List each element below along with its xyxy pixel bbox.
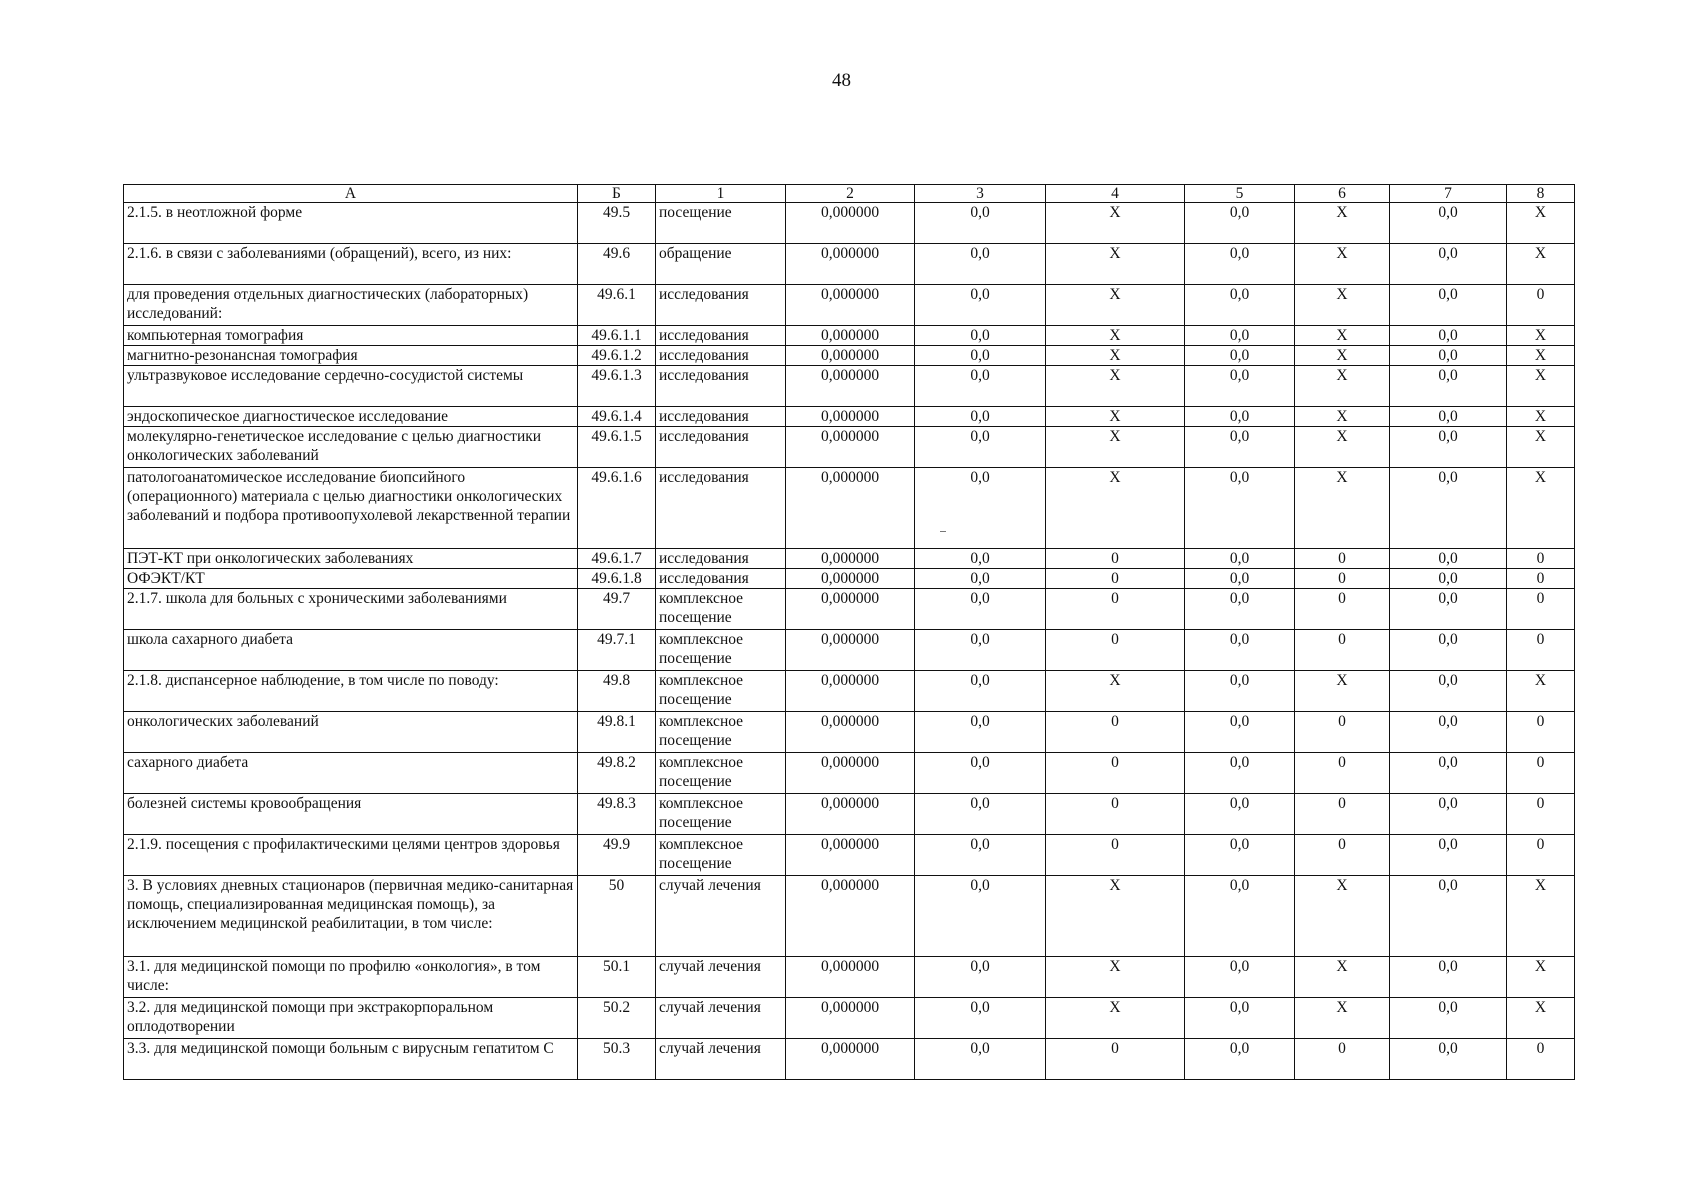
table-cell: 0 [1507, 549, 1575, 569]
table-cell: 0,0 [1390, 589, 1507, 630]
table-row [124, 326, 1575, 346]
table-cell: 0,000000 [786, 1039, 915, 1080]
table-cell: 0 [1046, 794, 1185, 835]
table-cell: 0 [1295, 630, 1390, 671]
table-cell: 0,0 [1185, 957, 1295, 998]
table-cell: 0,0 [915, 589, 1046, 630]
table-cell: 0,0 [1185, 427, 1295, 468]
table-cell: 0,0 [1185, 203, 1295, 244]
table-cell: 0 [1295, 835, 1390, 876]
table-cell: X [1295, 957, 1390, 998]
table-row [124, 366, 1575, 407]
table-cell: комплексное посещение [656, 794, 786, 835]
table-cell: X [1046, 876, 1185, 957]
table-cell: 0,0 [1185, 244, 1295, 285]
table-cell: 0 [1507, 712, 1575, 753]
header-cell: 5 [1185, 185, 1295, 203]
table-cell: 0 [1507, 589, 1575, 630]
table-cell: 0,0 [1185, 569, 1295, 589]
table-cell: 0,0 [1390, 630, 1507, 671]
table-row [124, 998, 1575, 1039]
table-cell: 50 [578, 876, 656, 957]
table-cell: 0,0 [1390, 203, 1507, 244]
table-cell: 0,0 [1185, 407, 1295, 427]
table-cell: комплексное посещение [656, 630, 786, 671]
table-cell: 0,0 [1185, 468, 1295, 549]
table-cell: посещение [656, 203, 786, 244]
header-cell: А [124, 185, 578, 203]
table-row [124, 835, 1575, 876]
table-cell: 49.8.1 [578, 712, 656, 753]
table-cell: 49.5 [578, 203, 656, 244]
row-label-cell: 3.1. для медицинской помощи по профилю «онкология», в том числе: [124, 957, 578, 998]
table-row [124, 957, 1575, 998]
table-cell: 0,000000 [786, 326, 915, 346]
header-cell: 6 [1295, 185, 1390, 203]
table-cell: 50.2 [578, 998, 656, 1039]
table-cell: 0,0 [915, 835, 1046, 876]
table-cell: X [1507, 468, 1575, 549]
table-cell: исследования [656, 468, 786, 549]
table-cell: 0,0 [1390, 712, 1507, 753]
row-label-cell: магнитно-резонансная томография [124, 346, 578, 366]
table-cell: 0,0 [915, 326, 1046, 346]
page-number: 48 [832, 70, 851, 91]
table-cell: исследования [656, 285, 786, 326]
header-cell: 3 [915, 185, 1046, 203]
table-cell: X [1046, 427, 1185, 468]
table-cell: 0 [1046, 753, 1185, 794]
row-label-cell: ПЭТ-КТ при онкологических заболеваниях [124, 549, 578, 569]
table-cell: случай лечения [656, 957, 786, 998]
table-cell: 0,0 [915, 285, 1046, 326]
table-cell: 0,0 [915, 366, 1046, 407]
table-cell: 0 [1507, 1039, 1575, 1080]
table-cell: комплексное посещение [656, 835, 786, 876]
table-cell: X [1295, 876, 1390, 957]
table-cell: X [1295, 427, 1390, 468]
table-cell: X [1507, 957, 1575, 998]
table-cell: 0,0 [1390, 326, 1507, 346]
table-row [124, 549, 1575, 569]
table-cell: 0,0 [915, 1039, 1046, 1080]
table-row [124, 468, 1575, 549]
table-cell: 49.6.1.4 [578, 407, 656, 427]
table-cell: 0,0 [1390, 366, 1507, 407]
table-cell: 0,0 [1185, 794, 1295, 835]
table-cell: 0,0 [1390, 998, 1507, 1039]
table-cell: X [1507, 671, 1575, 712]
row-label-cell: для проведения отдельных диагностических (лабораторных) исследований: [124, 285, 578, 326]
row-label-cell: 2.1.6. в связи с заболеваниями (обращений), всего, из них: [124, 244, 578, 285]
table-row [124, 427, 1575, 468]
table-cell: 0 [1046, 569, 1185, 589]
table-cell: 0 [1507, 835, 1575, 876]
header-cell: 1 [656, 185, 786, 203]
table-cell: X [1295, 468, 1390, 549]
table-cell: 0,000000 [786, 285, 915, 326]
table-row [124, 285, 1575, 326]
table-cell: 0,0 [1185, 549, 1295, 569]
table-cell: 0,000000 [786, 407, 915, 427]
table-cell: 0,0 [915, 346, 1046, 366]
row-label-cell: ОФЭКТ/КТ [124, 569, 578, 589]
table-row [124, 407, 1575, 427]
table-cell: 0,0 [915, 957, 1046, 998]
table-cell: 0 [1295, 569, 1390, 589]
table-cell: 0,0 [1390, 244, 1507, 285]
table-cell: X [1295, 346, 1390, 366]
table-cell: 0 [1507, 753, 1575, 794]
table-cell: 0,000000 [786, 549, 915, 569]
table-cell: 49.8 [578, 671, 656, 712]
table-cell: 0,0 [1390, 876, 1507, 957]
table-row [124, 203, 1575, 244]
table-cell: 0,000000 [786, 794, 915, 835]
table-cell: 0,0 [915, 712, 1046, 753]
table-cell: X [1507, 244, 1575, 285]
table-cell: 0,0 [1185, 346, 1295, 366]
table-cell: 0,0 [915, 794, 1046, 835]
table-cell: 0,0 [1390, 835, 1507, 876]
table-cell: 0 [1295, 794, 1390, 835]
table-cell: 0 [1046, 835, 1185, 876]
table-cell: 0 [1295, 712, 1390, 753]
table-cell: 0 [1295, 549, 1390, 569]
table-cell: 0,0 [1390, 671, 1507, 712]
table-cell: 0,0 [1185, 285, 1295, 326]
table-cell: 0,000000 [786, 957, 915, 998]
table-cell: 0,0 [915, 427, 1046, 468]
table-cell: 49.9 [578, 835, 656, 876]
table-cell: X [1046, 468, 1185, 549]
table-cell: 49.7.1 [578, 630, 656, 671]
table-cell: 0,0 [1185, 630, 1295, 671]
table-row [124, 346, 1575, 366]
table-cell: 49.6.1.1 [578, 326, 656, 346]
row-label-cell: 3. В условиях дневных стационаров (первичная медико-санитарная помощь, специализированная медицинская помощь), за исключением медицинской реабилитации, в том числе: [124, 876, 578, 957]
table-cell: X [1046, 285, 1185, 326]
table-row [124, 569, 1575, 589]
table-cell: 0,0 [1390, 407, 1507, 427]
table-cell: 0,0 [915, 630, 1046, 671]
table-cell: 49.8.3 [578, 794, 656, 835]
table-cell: 0 [1046, 589, 1185, 630]
row-label-cell: патологоанатомическое исследование биопсийного (операционного) материала с целью диагностики онкологических заболеваний и подбора противоопухолевой лекарственной терапии [124, 468, 578, 549]
row-label-cell: 2.1.9. посещения с профилактическими целями центров здоровья [124, 835, 578, 876]
table-cell: X [1295, 366, 1390, 407]
table-cell: комплексное посещение [656, 671, 786, 712]
table-row [124, 671, 1575, 712]
table-cell: 49.6.1.2 [578, 346, 656, 366]
table-cell: 50.1 [578, 957, 656, 998]
table-cell: 0,000000 [786, 346, 915, 366]
table-cell: 0,0 [1185, 876, 1295, 957]
table-cell: X [1046, 957, 1185, 998]
table-cell: исследования [656, 427, 786, 468]
table-cell: 0,000000 [786, 998, 915, 1039]
table-cell: X [1507, 366, 1575, 407]
table-cell: 50.3 [578, 1039, 656, 1080]
table-cell: исследования [656, 569, 786, 589]
table-cell: X [1507, 876, 1575, 957]
table-cell: X [1507, 427, 1575, 468]
table-cell: 0 [1295, 753, 1390, 794]
row-label-cell: онкологических заболеваний [124, 712, 578, 753]
table-cell: комплексное посещение [656, 589, 786, 630]
table-cell: 0 [1507, 630, 1575, 671]
table-cell: X [1295, 326, 1390, 346]
table-cell: 0,000000 [786, 589, 915, 630]
table-cell: 49.6.1.3 [578, 366, 656, 407]
table-cell: 49.7 [578, 589, 656, 630]
table-cell: 49.6.1 [578, 285, 656, 326]
table-cell: X [1046, 244, 1185, 285]
header-cell: Б [578, 185, 656, 203]
table-cell: исследования [656, 366, 786, 407]
row-label-cell: молекулярно-генетическое исследование с целью диагностики онкологических заболеваний [124, 427, 578, 468]
row-label-cell: эндоскопическое диагностическое исследование [124, 407, 578, 427]
row-label-cell: болезней системы кровообращения [124, 794, 578, 835]
table-cell: 0,0 [1185, 998, 1295, 1039]
table-cell: 0,0 [1185, 671, 1295, 712]
table-cell: 0,0 [915, 203, 1046, 244]
table-cell: 0,0 [1390, 794, 1507, 835]
table-cell: исследования [656, 346, 786, 366]
table-cell: 0,0 [915, 569, 1046, 589]
table-cell: X [1046, 671, 1185, 712]
table-cell: 0,0 [1185, 366, 1295, 407]
table-row [124, 589, 1575, 630]
table-row [124, 712, 1575, 753]
table-cell: 0 [1295, 1039, 1390, 1080]
table-cell: 0,0 [1390, 569, 1507, 589]
row-label-cell: 2.1.8. диспансерное наблюдение, в том числе по поводу: [124, 671, 578, 712]
table-cell: 49.6.1.6 [578, 468, 656, 549]
table-cell: 49.8.2 [578, 753, 656, 794]
data-table [123, 184, 1575, 1080]
table-row [124, 1039, 1575, 1080]
table-cell: 0,0 [1390, 468, 1507, 549]
table-cell: 0 [1046, 1039, 1185, 1080]
table-cell: 0,0 [915, 468, 1046, 549]
table-cell: исследования [656, 326, 786, 346]
row-label-cell: 3.3. для медицинской помощи больным с вирусным гепатитом С [124, 1039, 578, 1080]
row-label-cell: компьютерная томография [124, 326, 578, 346]
table-cell: X [1046, 326, 1185, 346]
table-row [124, 244, 1575, 285]
table-cell: 0 [1046, 549, 1185, 569]
table-cell: X [1295, 998, 1390, 1039]
row-label-cell: сахарного диабета [124, 753, 578, 794]
table-cell: 0,0 [1390, 346, 1507, 366]
table-cell: 0,000000 [786, 630, 915, 671]
table-cell: X [1295, 244, 1390, 285]
table-cell: X [1507, 326, 1575, 346]
table-cell: X [1507, 407, 1575, 427]
header-cell: 8 [1507, 185, 1575, 203]
table-cell: 0,0 [915, 876, 1046, 957]
table-cell: 0,0 [1390, 285, 1507, 326]
table-cell: 0,000000 [786, 569, 915, 589]
table-cell: 0,000000 [786, 835, 915, 876]
table-cell: 0,0 [1390, 427, 1507, 468]
table-cell: 0,000000 [786, 671, 915, 712]
table-cell: 0,000000 [786, 203, 915, 244]
table-cell: 0,0 [915, 549, 1046, 569]
table-cell: 0,0 [1185, 326, 1295, 346]
table-cell: случай лечения [656, 876, 786, 957]
table-cell: 0,0 [1185, 589, 1295, 630]
header-row [124, 185, 1575, 203]
table-cell: 0 [1507, 285, 1575, 326]
table-cell: 49.6.1.8 [578, 569, 656, 589]
table-cell: 0,0 [1185, 1039, 1295, 1080]
table-cell: исследования [656, 549, 786, 569]
header-cell: 7 [1390, 185, 1507, 203]
table-cell: 0,0 [1390, 549, 1507, 569]
table-cell: 0 [1295, 589, 1390, 630]
table-cell: 49.6 [578, 244, 656, 285]
table-cell: 0,0 [1390, 957, 1507, 998]
table-cell: X [1046, 998, 1185, 1039]
table-row [124, 876, 1575, 957]
row-label-cell: 2.1.7. школа для больных с хроническими заболеваниями [124, 589, 578, 630]
table-cell: X [1046, 366, 1185, 407]
table-cell: 0,000000 [786, 366, 915, 407]
table-cell: 0,000000 [786, 876, 915, 957]
table-cell: 49.6.1.5 [578, 427, 656, 468]
table-cell: 0,0 [915, 244, 1046, 285]
table-cell: 49.6.1.7 [578, 549, 656, 569]
row-label-cell: ультразвуковое исследование сердечно-сосудистой системы [124, 366, 578, 407]
header-cell: 2 [786, 185, 915, 203]
table-cell: 0,000000 [786, 244, 915, 285]
table-cell: 0,0 [915, 671, 1046, 712]
table-cell: X [1295, 671, 1390, 712]
table-cell: 0,0 [1185, 835, 1295, 876]
table-cell: 0,000000 [786, 427, 915, 468]
table-cell: X [1046, 346, 1185, 366]
table-cell: 0 [1507, 794, 1575, 835]
table-cell: X [1295, 203, 1390, 244]
table-cell: 0,0 [915, 998, 1046, 1039]
table-cell: 0 [1046, 630, 1185, 671]
table-cell: X [1295, 285, 1390, 326]
table-cell: 0 [1507, 569, 1575, 589]
table-row [124, 630, 1575, 671]
table-cell: случай лечения [656, 1039, 786, 1080]
table-cell: 0,0 [1185, 753, 1295, 794]
header-cell: 4 [1046, 185, 1185, 203]
table-cell: комплексное посещение [656, 753, 786, 794]
table-cell: X [1046, 203, 1185, 244]
table-cell: X [1507, 346, 1575, 366]
table-cell: случай лечения [656, 998, 786, 1039]
table-cell: 0,0 [915, 407, 1046, 427]
table-cell: X [1046, 407, 1185, 427]
table-row [124, 794, 1575, 835]
table-cell: X [1507, 203, 1575, 244]
table-cell: 0,0 [1390, 753, 1507, 794]
table-cell: 0,0 [915, 753, 1046, 794]
row-label-cell: 2.1.5. в неотложной форме [124, 203, 578, 244]
table-cell: 0,000000 [786, 753, 915, 794]
table-cell: X [1507, 998, 1575, 1039]
row-label-cell: 3.2. для медицинской помощи при экстракорпоральном оплодотворении [124, 998, 578, 1039]
table-cell: 0 [1046, 712, 1185, 753]
table-row [124, 753, 1575, 794]
table-cell: 0,000000 [786, 712, 915, 753]
table-cell: 0,0 [1390, 1039, 1507, 1080]
table-cell: 0,0 [1185, 712, 1295, 753]
row-label-cell: школа сахарного диабета [124, 630, 578, 671]
table-cell: исследования [656, 407, 786, 427]
table-cell: обращение [656, 244, 786, 285]
table-cell: 0,000000 [786, 468, 915, 549]
table-cell: X [1295, 407, 1390, 427]
table-cell: комплексное посещение [656, 712, 786, 753]
